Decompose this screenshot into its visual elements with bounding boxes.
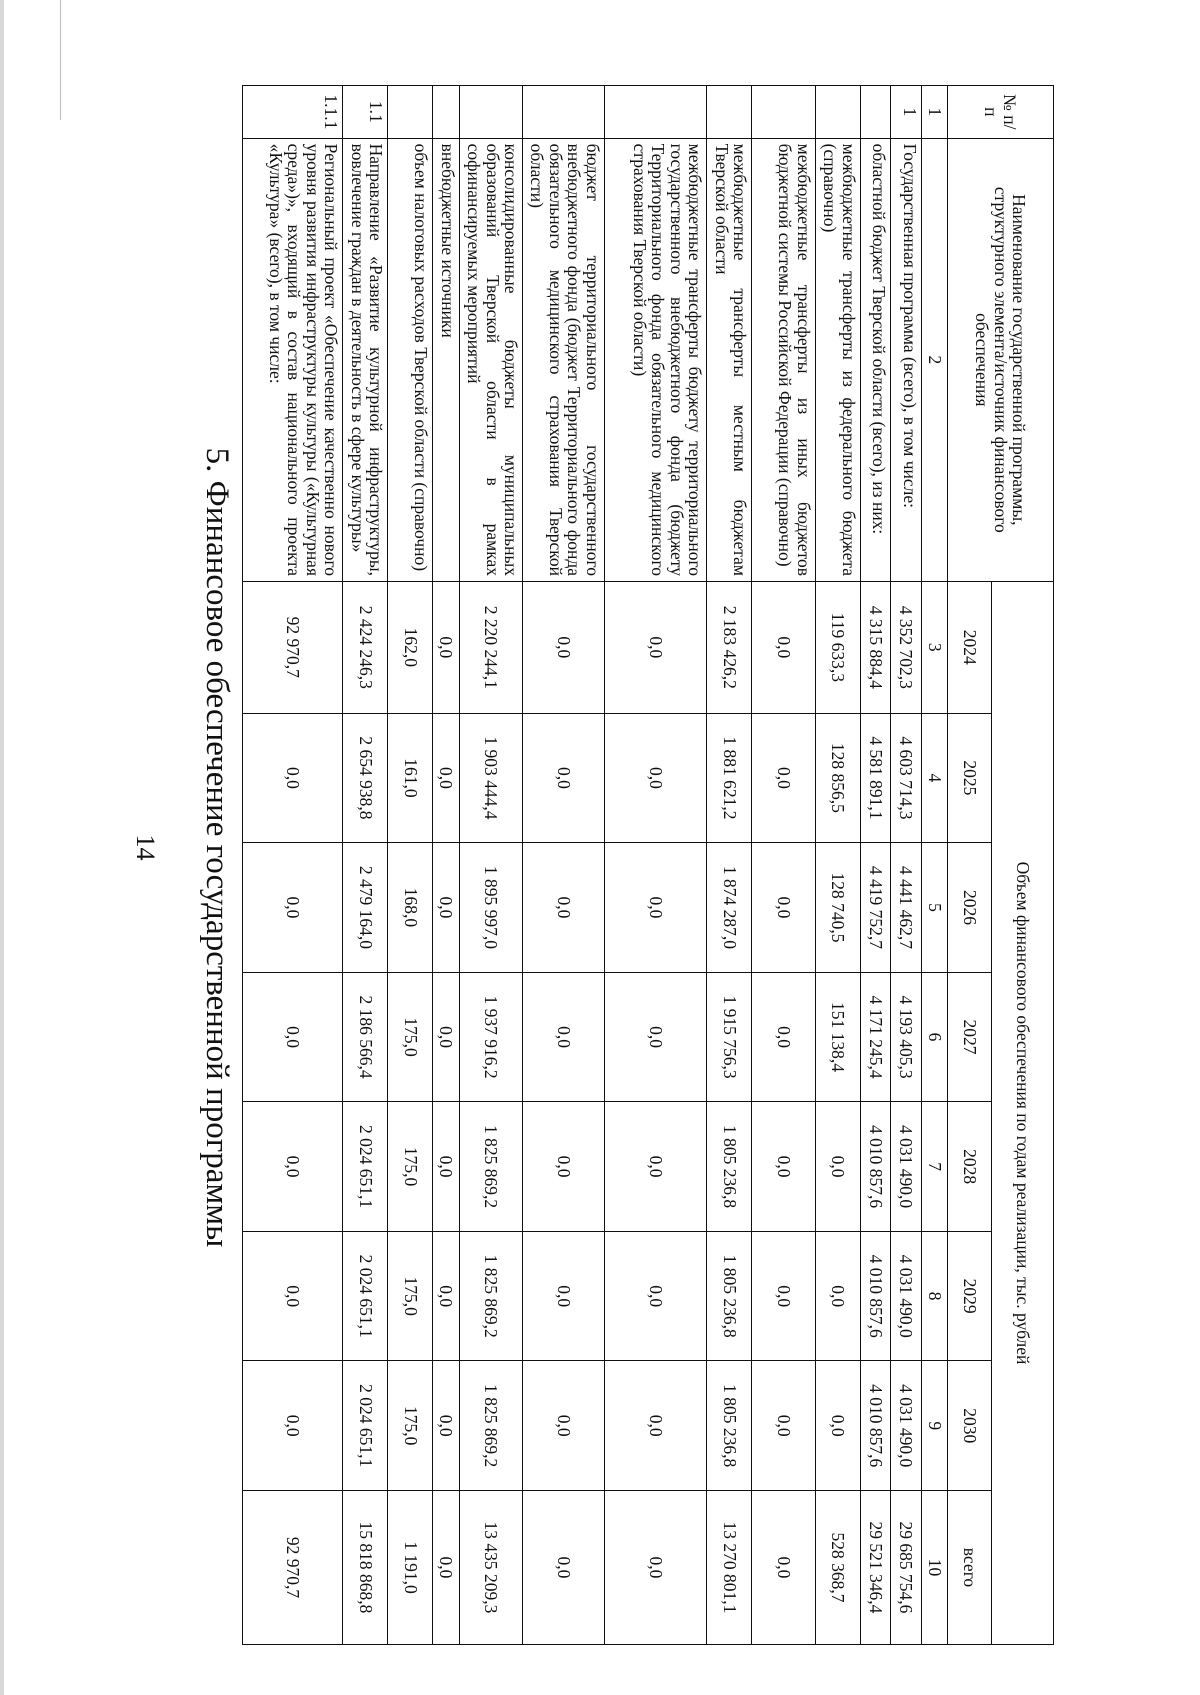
row-year-value: 0,0 — [752, 1231, 815, 1361]
row-name: бюджет территориального государственного внебюджетного фонда (бюджет Территориального фонда обязательного медицинского страхования Тверской области) — [523, 138, 605, 581]
col-index: 7 — [922, 1102, 948, 1232]
row-year-value: 2 220 244,1 — [459, 582, 522, 714]
row-name: Государственная программа (всего), в том числе: — [891, 138, 922, 581]
row-year-value: 0,0 — [752, 1361, 815, 1491]
row-number: 1.1.1 — [243, 86, 343, 139]
row-year-value: 4 010 857,6 — [860, 1361, 891, 1491]
row-year-value: 0,0 — [523, 1361, 605, 1491]
row-year-value: 0,0 — [605, 713, 707, 843]
row-year-value: 4 193 405,3 — [891, 972, 922, 1102]
row-total-value: 0,0 — [752, 1490, 815, 1644]
document-title: 5. Финансовое обеспечение государственной программы — [199, 447, 235, 1248]
table-row — [459, 86, 522, 1645]
row-total-value: 0,0 — [605, 1490, 707, 1644]
row-year-value: 0,0 — [815, 1361, 860, 1491]
row-year-value: 0,0 — [433, 1361, 460, 1491]
row-name: внебюджетные источники — [433, 138, 460, 581]
row-name: межбюджетные трансферты местным бюджетам Тверской области — [707, 138, 752, 581]
row-year-value: 4 352 702,3 — [891, 582, 922, 714]
row-name: межбюджетные трансферты бюджету территориального государственного внебюджетного фонда (бюджету Территориального фонда обязательного медицинского страхования Тверской области) — [605, 138, 707, 581]
row-name: объем налоговых расходов Тверской области (справочно) — [388, 138, 433, 581]
header-num: № п/п — [948, 86, 1054, 139]
row-year-value: 0,0 — [523, 843, 605, 973]
row-year-value: 0,0 — [752, 972, 815, 1102]
row-number — [433, 86, 460, 139]
row-year-value: 0,0 — [605, 1231, 707, 1361]
row-year-value: 4 010 857,6 — [860, 1102, 891, 1232]
row-name: межбюджетные трансферты из иных бюджетов бюджетной системы Российской Федерации (справочно) — [752, 138, 815, 581]
row-total-value: 0,0 — [433, 1490, 460, 1644]
row-year-value: 119 633,3 — [815, 582, 860, 714]
row-year-value: 0,0 — [605, 972, 707, 1102]
row-year-value: 0,0 — [523, 1231, 605, 1361]
row-year-value: 1 915 756,3 — [707, 972, 752, 1102]
row-year-value: 4 031 490,0 — [891, 1102, 922, 1232]
col-index: 3 — [922, 582, 948, 714]
row-year-value: 2 424 246,3 — [343, 582, 388, 714]
row-year-value: 0,0 — [433, 1102, 460, 1232]
row-year-value: 1 805 236,8 — [707, 1231, 752, 1361]
row-year-value: 162,0 — [388, 582, 433, 714]
col-index: 5 — [922, 843, 948, 973]
row-year-value: 1 903 444,4 — [459, 713, 522, 843]
row-year-value: 0,0 — [433, 843, 460, 973]
table-row — [815, 86, 860, 1645]
row-total-value: 13 435 209,3 — [459, 1490, 522, 1644]
row-year-value: 1 825 869,2 — [459, 1361, 522, 1491]
header-year: 2025 — [948, 713, 992, 843]
row-year-value: 0,0 — [243, 972, 343, 1102]
row-name: консолидированные бюджеты муниципальных образований Тверской области в рамках софинансируемых мероприятий — [459, 138, 522, 581]
col-index: 2 — [922, 138, 948, 581]
row-year-value: 0,0 — [605, 843, 707, 973]
row-year-value: 0,0 — [605, 582, 707, 714]
row-year-value: 4 031 490,0 — [891, 1361, 922, 1491]
row-total-value: 0,0 — [523, 1490, 605, 1644]
row-year-value: 0,0 — [433, 1231, 460, 1361]
row-year-value: 128 740,5 — [815, 843, 860, 973]
row-year-value: 4 419 752,7 — [860, 843, 891, 973]
page-number: 14 — [131, 834, 160, 861]
row-year-value: 1 874 287,0 — [707, 843, 752, 973]
row-year-value: 0,0 — [815, 1102, 860, 1232]
header-total: всего — [948, 1490, 992, 1644]
row-year-value: 0,0 — [243, 843, 343, 973]
row-year-value: 1 805 236,8 — [707, 1361, 752, 1491]
row-year-value: 168,0 — [388, 843, 433, 973]
row-year-value: 0,0 — [433, 972, 460, 1102]
row-year-value: 0,0 — [243, 1231, 343, 1361]
header-row-main — [992, 86, 1054, 1645]
row-name: Региональный проект «Обеспечение качественно нового уровня развития инфраструктуры культуры («Культурная среда»)», входящий в состав национального проекта «Культура» (всего), в том числе: — [243, 138, 343, 581]
row-year-value: 0,0 — [605, 1102, 707, 1232]
row-year-value: 175,0 — [388, 1361, 433, 1491]
row-year-value: 151 138,4 — [815, 972, 860, 1102]
row-year-value: 4 031 490,0 — [891, 1231, 922, 1361]
row-year-value: 0,0 — [243, 1102, 343, 1232]
row-number — [815, 86, 860, 139]
row-total-value: 15 818 868,8 — [343, 1490, 388, 1644]
header-year: 2028 — [948, 1102, 992, 1232]
row-number — [388, 86, 433, 139]
row-year-value: 0,0 — [523, 582, 605, 714]
row-year-value: 92 970,7 — [243, 582, 343, 714]
row-number — [523, 86, 605, 139]
row-year-value: 0,0 — [752, 843, 815, 973]
row-year-value: 4 171 245,4 — [860, 972, 891, 1102]
col-index: 8 — [922, 1231, 948, 1361]
row-year-value: 4 603 714,3 — [891, 713, 922, 843]
row-year-value: 175,0 — [388, 1231, 433, 1361]
row-year-value: 1 805 236,8 — [707, 1102, 752, 1232]
row-name: Направление «Развитие культурной инфраструктуры, вовлечение граждан в деятельность в сфере культуры» — [343, 138, 388, 581]
row-year-value: 128 856,5 — [815, 713, 860, 843]
row-year-value: 0,0 — [243, 713, 343, 843]
row-total-value: 528 368,7 — [815, 1490, 860, 1644]
row-year-value: 2 183 426,2 — [707, 582, 752, 714]
table-row — [243, 86, 343, 1645]
row-year-value: 4 441 462,7 — [891, 843, 922, 973]
row-year-value: 2 654 938,8 — [343, 713, 388, 843]
table-row — [343, 86, 388, 1645]
row-total-value: 29 685 754,6 — [891, 1490, 922, 1644]
col-index: 9 — [922, 1361, 948, 1491]
table-row — [891, 86, 922, 1645]
table-row — [388, 86, 433, 1645]
row-year-value: 0,0 — [433, 582, 460, 714]
row-year-value: 0,0 — [815, 1231, 860, 1361]
table-row — [523, 86, 605, 1645]
row-year-value: 2 024 651,1 — [343, 1361, 388, 1491]
table-row — [752, 86, 815, 1645]
row-name: межбюджетные трансферты из федерального бюджета (справочно) — [815, 138, 860, 581]
row-year-value: 161,0 — [388, 713, 433, 843]
row-year-value: 1 937 916,2 — [459, 972, 522, 1102]
table-row — [605, 86, 707, 1645]
col-index: 4 — [922, 713, 948, 843]
row-year-value: 4 581 891,1 — [860, 713, 891, 843]
header-name: Наименование государственной программы, структурного элемента/источник финансового обеспечения — [948, 138, 1054, 581]
row-year-value: 0,0 — [752, 713, 815, 843]
row-total-value: 29 521 346,4 — [860, 1490, 891, 1644]
col-index: 10 — [922, 1490, 948, 1644]
table-row — [433, 86, 460, 1645]
row-number — [459, 86, 522, 139]
row-year-value: 175,0 — [388, 972, 433, 1102]
row-year-value: 1 881 621,2 — [707, 713, 752, 843]
header-year: 2026 — [948, 843, 992, 973]
row-year-value: 0,0 — [752, 1102, 815, 1232]
row-year-value: 0,0 — [752, 582, 815, 714]
row-name: областной бюджет Тверской области (всего), из них: — [860, 138, 891, 581]
col-index: 1 — [922, 86, 948, 139]
row-year-value: 1 825 869,2 — [459, 1102, 522, 1232]
header-year: 2029 — [948, 1231, 992, 1361]
row-year-value: 1 825 869,2 — [459, 1231, 522, 1361]
row-year-value: 4 315 884,4 — [860, 582, 891, 714]
row-number — [860, 86, 891, 139]
header-year: 2030 — [948, 1361, 992, 1491]
row-number — [707, 86, 752, 139]
table-row — [860, 86, 891, 1645]
header-year: 2024 — [948, 582, 992, 714]
row-year-value: 1 895 997,0 — [459, 843, 522, 973]
row-year-value: 0,0 — [243, 1361, 343, 1491]
row-total-value: 92 970,7 — [243, 1490, 343, 1644]
row-number — [752, 86, 815, 139]
header-volume: Объем финансового обеспечения по годам реализации, тыс. рублей — [992, 582, 1054, 1645]
header-year: 2027 — [948, 972, 992, 1102]
row-number: 1 — [891, 86, 922, 139]
row-number — [605, 86, 707, 139]
row-year-value: 2 024 651,1 — [343, 1102, 388, 1232]
row-total-value: 13 270 801,1 — [707, 1490, 752, 1644]
table-row — [707, 86, 752, 1645]
financing-table — [242, 85, 1054, 1645]
row-year-value: 0,0 — [523, 713, 605, 843]
row-year-value: 4 010 857,6 — [860, 1231, 891, 1361]
row-year-value: 0,0 — [523, 1102, 605, 1232]
row-year-value: 0,0 — [605, 1361, 707, 1491]
col-index: 6 — [922, 972, 948, 1102]
row-year-value: 0,0 — [433, 713, 460, 843]
row-year-value: 2 024 651,1 — [343, 1231, 388, 1361]
row-total-value: 1 191,0 — [388, 1490, 433, 1644]
row-year-value: 2 186 566,4 — [343, 972, 388, 1102]
header-row-indices — [922, 86, 948, 1645]
row-year-value: 0,0 — [523, 972, 605, 1102]
row-number: 1.1 — [343, 86, 388, 139]
row-year-value: 175,0 — [388, 1102, 433, 1232]
row-year-value: 2 479 164,0 — [343, 843, 388, 973]
